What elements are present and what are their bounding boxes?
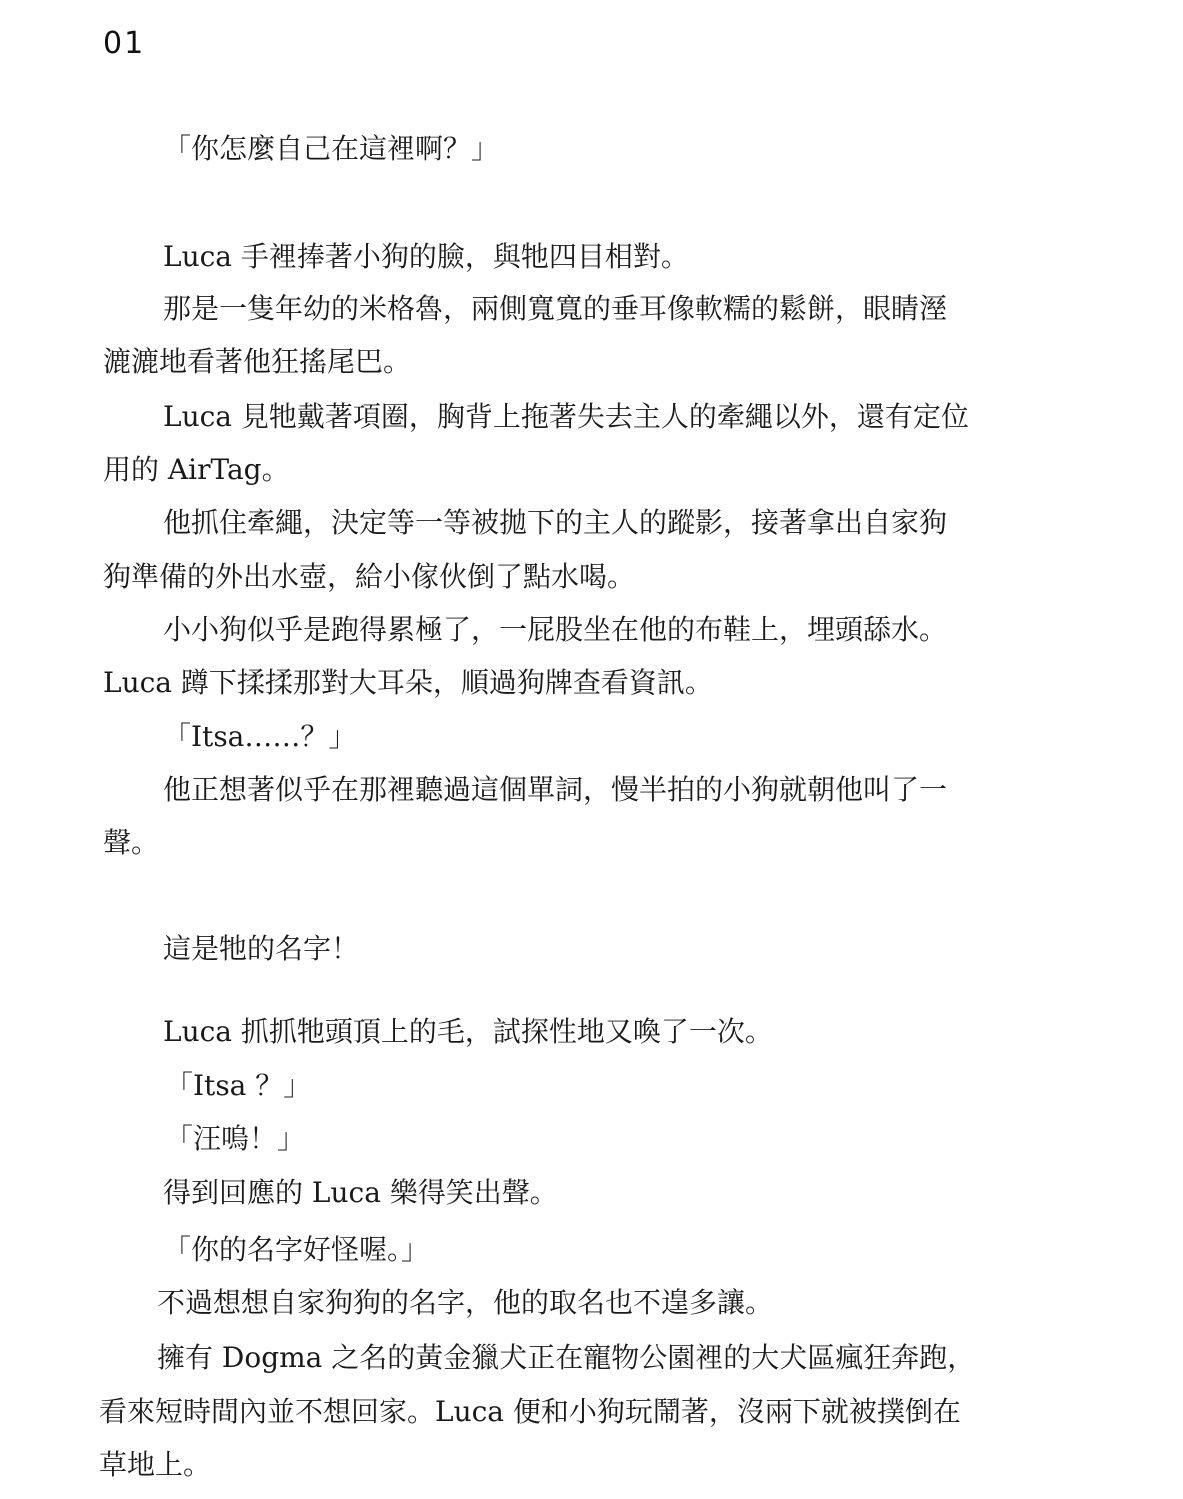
- body-line: 擁有 Dogma 之名的黃金獵犬正在寵物公園裡的大犬區瘋狂奔跑，: [157, 1341, 976, 1374]
- body-line: 這是牠的名字！: [163, 932, 360, 965]
- body-line: 「Itsa ？」: [165, 1069, 312, 1102]
- body-line: 「汪嗚！」: [165, 1122, 306, 1155]
- body-line: 他抓住牽繩，決定等一等被拋下的主人的蹤影，接著拿出自家狗: [163, 506, 948, 539]
- body-line: 他正想著似乎在那裡聽過這個單詞，慢半拍的小狗就朝他叫了一: [163, 773, 948, 806]
- body-line: 那是一隻年幼的米格魯，兩側寬寬的垂耳像軟糯的鬆餅，眼睛溼: [163, 292, 948, 325]
- body-line: Luca 蹲下揉揉那對大耳朵，順過狗牌查看資訊。: [103, 666, 713, 699]
- body-line: 用的 AirTag。: [103, 453, 290, 486]
- body-line: 小小狗似乎是跑得累極了，一屁股坐在他的布鞋上，埋頭舔水。: [163, 613, 948, 646]
- body-line: 「你怎麼自己在這裡啊？」: [163, 132, 500, 165]
- body-line: Luca 手裡捧著小狗的臉，與牠四目相對。: [163, 240, 689, 273]
- body-line: 「你的名字好怪喔。」: [163, 1233, 430, 1266]
- body-line: 漉漉地看著他狂搖尾巴。: [103, 345, 412, 378]
- body-line: 看來短時間內並不想回家。Luca 便和小狗玩鬧著，沒兩下就被撲倒在: [99, 1395, 961, 1428]
- body-line: 不過想想自家狗狗的名字，他的取名也不遑多讓。: [157, 1286, 774, 1319]
- body-line: 「Itsa……？」: [163, 720, 357, 753]
- body-line: 得到回應的 Luca 樂得笑出聲。: [163, 1176, 558, 1209]
- body-line: 草地上。: [99, 1448, 212, 1481]
- page-number: 01: [103, 26, 146, 61]
- body-line: Luca 見牠戴著項圈，胸背上拖著失去主人的牽繩以外，還有定位: [163, 400, 969, 433]
- body-line: 狗準備的外出水壺，給小傢伙倒了點水喝。: [103, 560, 636, 593]
- body-line: Luca 抓抓牠頭頂上的毛，試探性地又喚了一次。: [163, 1015, 773, 1048]
- body-line: 聲。: [103, 826, 160, 859]
